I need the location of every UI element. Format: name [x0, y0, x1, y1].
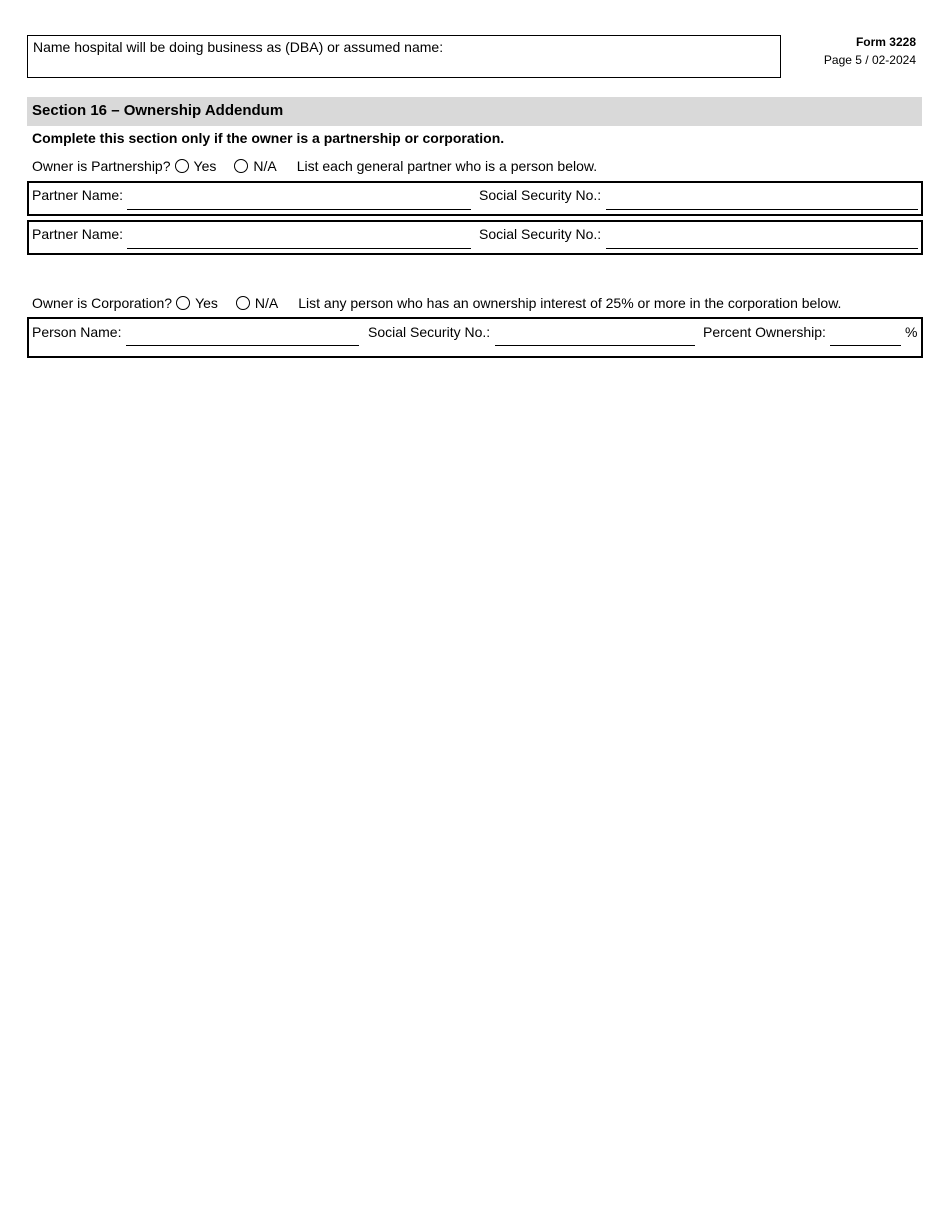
corporation-person-row: [27, 317, 923, 358]
partner-2-name-input[interactable]: [127, 248, 471, 249]
dba-label: Name hospital will be doing business as (DBA) or assumed name:: [33, 39, 444, 55]
dba-field-box[interactable]: [27, 35, 781, 78]
partner-1-ssn-label: Social Security No.:: [479, 187, 602, 203]
partner-2-name-label: Partner Name:: [32, 226, 124, 242]
page-info: Page 5 / 02-2024: [823, 53, 916, 67]
section-title: Section 16 – Ownership Addendum: [32, 102, 284, 119]
corporation-question-row: [32, 295, 841, 311]
person-name-label: Person Name:: [32, 324, 122, 340]
partner-2-ssn-label: Social Security No.:: [479, 226, 602, 242]
partner-1-name-label: Partner Name:: [32, 187, 124, 203]
partner-2-ssn-input[interactable]: [606, 248, 918, 249]
partnership-note: List each general partner who is a person below.: [296, 158, 598, 174]
person-ssn-input[interactable]: [495, 345, 695, 346]
corporation-na-radio[interactable]: [236, 296, 250, 310]
section-header: [27, 97, 922, 126]
form-number: Form 3228: [855, 35, 916, 49]
percent-sign: %: [905, 324, 918, 340]
person-ssn-label: Social Security No.:: [368, 324, 491, 340]
partnership-na-label: N/A: [253, 158, 277, 174]
corporation-na-label: N/A: [254, 295, 279, 311]
percent-ownership-input[interactable]: [830, 345, 901, 346]
partner-row-2: [27, 220, 923, 255]
partnership-question-label: Owner is Partnership?: [32, 158, 171, 174]
partner-row-1: [27, 181, 923, 216]
partnership-na-radio[interactable]: [234, 159, 248, 173]
partnership-question-row: [32, 158, 597, 174]
section-instructions: Complete this section only if the owner is a partnership or corporation.: [32, 130, 505, 146]
partner-1-name-input[interactable]: [127, 209, 471, 210]
partnership-yes-label: Yes: [193, 158, 217, 174]
person-name-input[interactable]: [126, 345, 359, 346]
corporation-question-label: Owner is Corporation?: [32, 295, 173, 311]
corporation-note: List any person who has an ownership interest of 25% or more in the corporation below.: [298, 295, 842, 311]
percent-ownership-label: Percent Ownership:: [703, 324, 826, 340]
partner-1-ssn-input[interactable]: [606, 209, 918, 210]
corporation-yes-label: Yes: [195, 295, 218, 311]
partnership-yes-radio[interactable]: [175, 159, 189, 173]
corporation-yes-radio[interactable]: [176, 296, 190, 310]
